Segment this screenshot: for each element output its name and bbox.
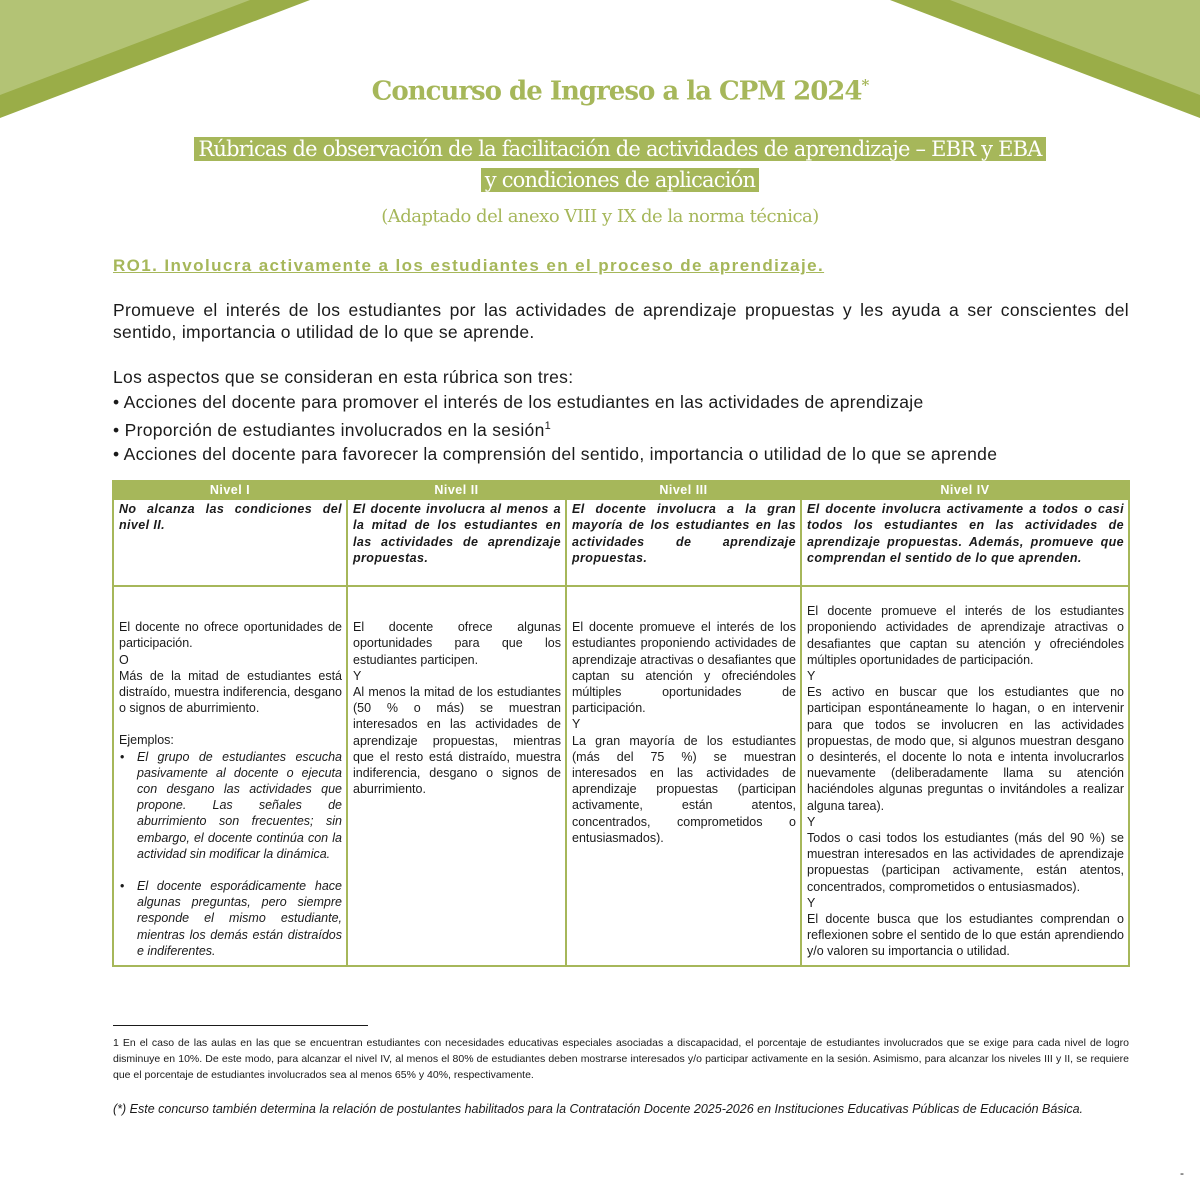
- header-nivel-4: Nivel IV: [801, 481, 1129, 499]
- descriptions-row: [113, 586, 1129, 966]
- connector-y: Y: [807, 895, 816, 910]
- subtitle-line-2: y condiciones de aplicación: [481, 168, 759, 192]
- example-item: • El grupo de estudiantes escucha pasivamente al docente o ejecuta con desgano las actividades que propone. Las señales de aburrimiento son frecuentes; sin embargo, el docente continúa con la actividad sin modificar la dinámica.: [137, 749, 342, 862]
- footnote-text: 1 En el caso de las aulas en las que se encuentran estudiantes con necesidades educativas especiales asociadas a discapacidad, el porcentaje de estudiantes involucrados que se exige para cada nivel de logro disminuye en 10%. De este modo, para alcanzar el nivel IV, al menos el 80% de estudiantes deben mostrarse interesados y/o participar activamente en la sesión. Asimismo, para alcanzar los niveles III y II, se requiere que el porcentaje de estudiantes involucrados sea al menos 65% y 40%, respectivamente.: [113, 1037, 1129, 1081]
- adapted-note: (Adaptado del anexo VIII y IX de la norma técnica): [381, 206, 819, 227]
- nivel1-text-1: El docente no ofrece oportunidades de participación.: [119, 620, 342, 651]
- description-nivel-1: [113, 586, 347, 966]
- aspects-list: [113, 365, 1129, 467]
- subtitle-line-1: Rúbricas de observación de la facilitación de actividades de aprendizaje – EBR y EBA: [194, 137, 1045, 161]
- header-nivel-2: Nivel II: [347, 481, 566, 499]
- nivel1-text-2: Más de la mitad de estudiantes está distraído, muestra indiferencia, desgano o signos de aburrimiento.: [119, 668, 342, 716]
- nivel4-text-3: Todos o casi todos los estudiantes (más del 90 %) se muestran interesados en las actividades de aprendizaje propuestas (participan activamente, están atentos, concentrados, comprometidos o entusiasmados).: [807, 831, 1124, 894]
- nivel2-text-1: El docente ofrece algunas oportunidades para que los estudiantes participen.: [353, 620, 561, 667]
- nivel3-text-1: El docente promueve el interés de los estudiantes proponiendo actividades de aprendizaje atractivas o desafiantes que captan su atención y ofreciéndoles múltiples oportunidades de participación.: [572, 620, 796, 716]
- nivel3-text-2: La gran mayoría de los estudiantes (más del 75 %) se muestran interesados en las actividades de aprendizaje propuestas (participan activamente, están atentos, concentrados, comprometidos o entusiasmados).: [572, 733, 796, 845]
- nivel4-text-4: El docente busca que los estudiantes comprendan o reflexionen sobre el sentido de lo que están aprendiendo y/o valoren su importancia o utilidad.: [807, 912, 1124, 959]
- conditions-row: [113, 499, 1129, 586]
- page-mark: -: [1180, 1166, 1184, 1180]
- rubric-heading: RO1. Involucra activamente a los estudiantes en el proceso de aprendizaje.: [113, 256, 825, 275]
- examples-list: [119, 749, 342, 959]
- nivel2-text-2: Al menos la mitad de los estudiantes (50 % o más) se muestran interesados en las actividades de aprendizaje propuestas, mientras que el resto está distraído, muestra indiferencia, desgano o signos de aburrimiento.: [353, 685, 561, 797]
- nivel4-text-2: Es activo en buscar que los estudiantes que no participan espontáneamente lo hagan, o en intervenir para que todos se involucren en las actividades propuestas, de modo que, si algunos muestran desgano o desinterés, el docente lo nota e intenta involucrarlos nuevamente (deliberadamente llama su atención haciéndoles algunas preguntas o invitándoles a realizar alguna tarea).: [807, 685, 1124, 813]
- header-nivel-1: Nivel I: [113, 481, 347, 499]
- description-nivel-4: [801, 586, 1129, 966]
- description-nivel-2: [347, 586, 566, 966]
- rubric-header-row: [113, 481, 1129, 499]
- description-nivel-3: [566, 586, 801, 966]
- condition-nivel-2: El docente involucra al menos a la mitad de los estudiantes en las actividades de aprendizaje propuestas.: [347, 499, 566, 586]
- aspect-item: • Acciones del docente para favorecer la comprensión del sentido, importancia o utilidad de lo que se aprende: [113, 444, 998, 465]
- connector-y: Y: [807, 669, 816, 684]
- document-subtitle: [112, 134, 1128, 196]
- document-title: [0, 76, 1200, 107]
- aspect-item: • Proporción de estudiantes involucrados en la sesión$^1$: [113, 419, 552, 440]
- intro-paragraph: Promueve el interés de los estudiantes por las actividades de aprendizaje propuestas y les ayuda a ser conscientes del sentido, importancia o utilidad de lo que se aprende.: [113, 300, 1129, 342]
- condition-nivel-4: El docente involucra activamente a todos o casi todos los estudiantes en las actividades de aprendizaje propuestas. Además, promueve que comprendan el sentido de lo que aprenden.: [801, 499, 1129, 586]
- footnote-ref: 1: [544, 420, 552, 432]
- examples-label: Ejemplos:: [119, 733, 174, 748]
- aspects-lead: Los aspectos que se consideran en esta rúbrica son tres:: [113, 367, 574, 387]
- connector-y: Y: [807, 814, 816, 829]
- connector-y: Y: [353, 668, 362, 683]
- contest-note: (*) Este concurso también determina la relación de postulantes habilitados para la Contratación Docente 2025-2026 en Instituciones Educativas Públicas de Educación Básica.: [113, 1102, 1084, 1116]
- rubric-table: [112, 480, 1130, 967]
- footnote-divider: [113, 1025, 368, 1026]
- title-mark: *: [861, 76, 869, 94]
- connector-y: Y: [572, 717, 581, 732]
- aspect-item: • Acciones del docente para promover el interés de los estudiantes en las actividades de aprendizaje: [113, 391, 924, 412]
- nivel4-text-1: El docente promueve el interés de los estudiantes proponiendo actividades de aprendizaje atractivas o desafiantes que captan su atención y ofreciéndoles múltiples oportunidades de participación.: [807, 604, 1124, 667]
- header-nivel-3: Nivel III: [566, 481, 801, 499]
- example-item: • El docente esporádicamente hace algunas preguntas, pero siempre responde el mismo estudiante, mientras los demás están distraídos e indiferentes.: [137, 878, 342, 959]
- condition-nivel-1: No alcanza las condiciones del nivel II.: [113, 499, 347, 586]
- title-text: Concurso de Ingreso a la CPM 2024: [371, 76, 862, 107]
- connector-o: O: [119, 652, 129, 667]
- condition-nivel-3: El docente involucra a la gran mayoría de los estudiantes en las actividades de aprendizaje propuestas.: [566, 499, 801, 586]
